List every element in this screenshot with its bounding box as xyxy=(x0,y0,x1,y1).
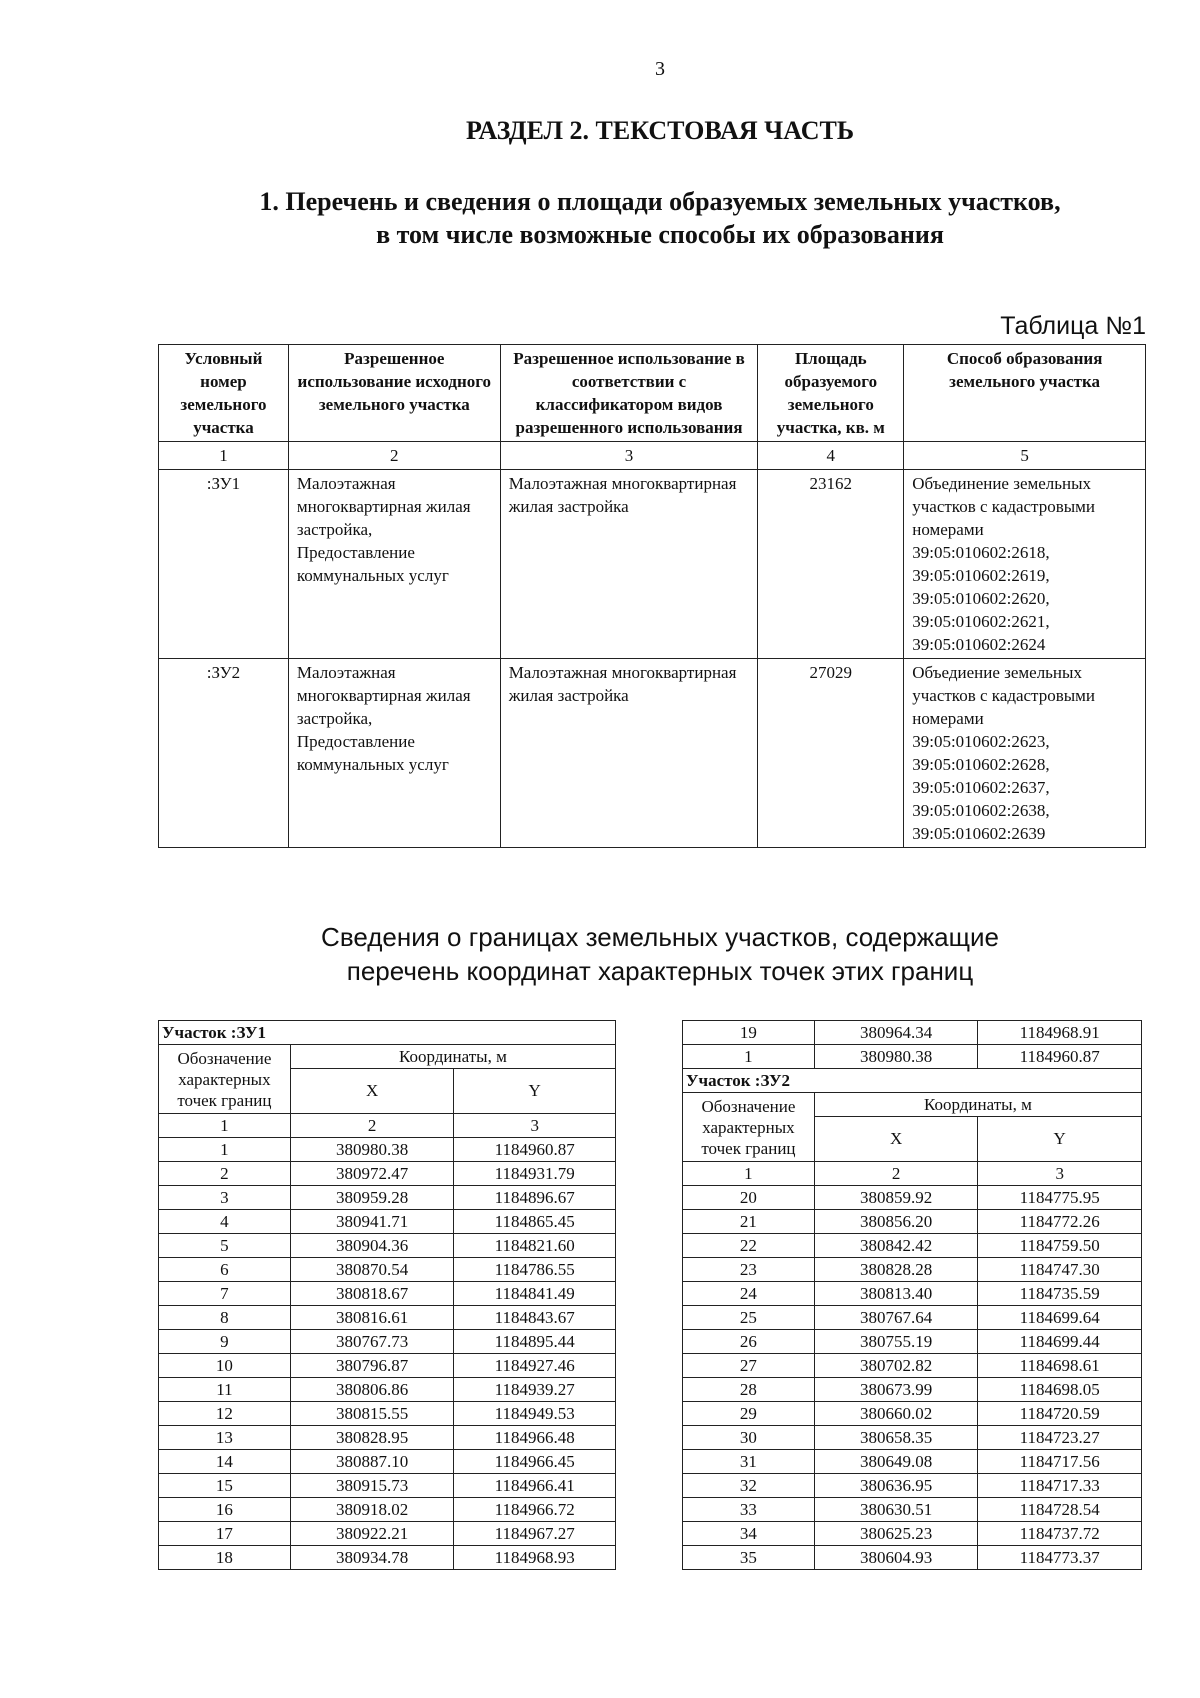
column-number: 3 xyxy=(454,1114,616,1138)
header-coordinates: Координаты, м xyxy=(814,1093,1141,1117)
coord-x: 380959.28 xyxy=(290,1186,454,1210)
coord-x: 380915.73 xyxy=(290,1474,454,1498)
coord-x: 380625.23 xyxy=(814,1522,978,1546)
point-number: 10 xyxy=(159,1354,291,1378)
point-number: 30 xyxy=(683,1426,815,1450)
column-number: 4 xyxy=(758,442,904,470)
point-number: 23 xyxy=(683,1258,815,1282)
coord-y: 1184960.87 xyxy=(978,1045,1142,1069)
point-number: 33 xyxy=(683,1498,815,1522)
plot-area: 27029 xyxy=(758,659,904,848)
point-number: 24 xyxy=(683,1282,815,1306)
coord-y: 1184717.56 xyxy=(978,1450,1142,1474)
coord-x: 380818.67 xyxy=(290,1282,454,1306)
coord-x: 380980.38 xyxy=(290,1138,454,1162)
cadastral-number: 39:05:010602:2637, xyxy=(912,778,1050,797)
point-number: 26 xyxy=(683,1330,815,1354)
coord-x: 380604.93 xyxy=(814,1546,978,1570)
coord-row xyxy=(159,1354,616,1378)
point-number: 25 xyxy=(683,1306,815,1330)
classifier-use: Малоэтажная многоквартирная жилая застройка xyxy=(500,659,758,848)
heading1-line1: 1. Перечень и сведения о площади образуемых земельных участков, xyxy=(259,187,1061,216)
original-use: Малоэтажная многоквартирная жилая застройка, Предоставление коммунальных услуг xyxy=(288,659,500,848)
coord-x: 380636.95 xyxy=(814,1474,978,1498)
coord-row xyxy=(159,1282,616,1306)
header-area: Площадь образуемого земельного участка, кв. м xyxy=(758,345,904,442)
coord-row xyxy=(683,1210,1142,1234)
column-number: 3 xyxy=(978,1162,1142,1186)
coord-row xyxy=(159,1258,616,1282)
coord-number-row xyxy=(683,1162,1142,1186)
point-number: 22 xyxy=(683,1234,815,1258)
point-number: 14 xyxy=(159,1450,291,1474)
coord-x: 380964.34 xyxy=(814,1021,978,1045)
header-x: X xyxy=(814,1117,978,1162)
cadastral-number: 39:05:010602:2628, xyxy=(912,755,1050,774)
coord-row xyxy=(683,1546,1142,1570)
point-number: 17 xyxy=(159,1522,291,1546)
coord-row xyxy=(683,1282,1142,1306)
coord-header-row xyxy=(683,1093,1142,1117)
coord-y: 1184720.59 xyxy=(978,1402,1142,1426)
coord-y: 1184966.45 xyxy=(454,1450,616,1474)
coord-row xyxy=(683,1021,1142,1045)
point-number: 20 xyxy=(683,1186,815,1210)
coord-row xyxy=(683,1402,1142,1426)
header-original-use: Разрешенное использование исходного земельного участка xyxy=(288,345,500,442)
column-number: 2 xyxy=(814,1162,978,1186)
coord-x: 380922.21 xyxy=(290,1522,454,1546)
coord-header-row xyxy=(159,1045,616,1069)
coord-x: 380658.35 xyxy=(814,1426,978,1450)
coordinates-table-left xyxy=(158,1020,616,1570)
coord-y: 1184759.50 xyxy=(978,1234,1142,1258)
cadastral-number: 39:05:010602:2624 xyxy=(912,635,1046,654)
coord-x: 380856.20 xyxy=(814,1210,978,1234)
coordinates-table-right xyxy=(682,1020,1142,1570)
coord-x: 380918.02 xyxy=(290,1498,454,1522)
point-number: 8 xyxy=(159,1306,291,1330)
coord-y: 1184895.44 xyxy=(454,1330,616,1354)
coord-y: 1184698.05 xyxy=(978,1378,1142,1402)
point-number: 6 xyxy=(159,1258,291,1282)
plots-table xyxy=(158,344,1146,848)
coord-y: 1184896.67 xyxy=(454,1186,616,1210)
coord-y: 1184699.44 xyxy=(978,1330,1142,1354)
point-number: 18 xyxy=(159,1546,291,1570)
coord-row xyxy=(683,1378,1142,1402)
heading-boundaries xyxy=(160,920,1160,988)
coord-y: 1184966.48 xyxy=(454,1426,616,1450)
coord-y: 1184773.37 xyxy=(978,1546,1142,1570)
cadastral-number: 39:05:010602:2619, xyxy=(912,566,1050,585)
point-number: 3 xyxy=(159,1186,291,1210)
coord-row xyxy=(159,1210,616,1234)
coord-y: 1184747.30 xyxy=(978,1258,1142,1282)
coord-y: 1184939.27 xyxy=(454,1378,616,1402)
heading-list-of-plots xyxy=(160,185,1160,251)
coord-row xyxy=(683,1234,1142,1258)
coord-row xyxy=(683,1474,1142,1498)
coord-row xyxy=(159,1498,616,1522)
plots-table-row xyxy=(159,659,1146,848)
coord-x: 380660.02 xyxy=(814,1402,978,1426)
coord-y: 1184728.54 xyxy=(978,1498,1142,1522)
coord-x: 380887.10 xyxy=(290,1450,454,1474)
coord-y: 1184968.91 xyxy=(978,1021,1142,1045)
coord-y: 1184786.55 xyxy=(454,1258,616,1282)
point-number: 4 xyxy=(159,1210,291,1234)
plots-table-header xyxy=(159,345,1146,442)
column-number: 2 xyxy=(290,1114,454,1138)
coord-x: 380842.42 xyxy=(814,1234,978,1258)
coord-y: 1184772.26 xyxy=(978,1210,1142,1234)
header-classifier-use: Разрешенное использование в соответствии с классификатором видов разрешенного использования xyxy=(500,345,758,442)
coord-x: 380870.54 xyxy=(290,1258,454,1282)
header-coordinates: Координаты, м xyxy=(290,1045,615,1069)
heading1-line2: в том числе возможные способы их образования xyxy=(376,220,944,249)
point-number: 15 xyxy=(159,1474,291,1498)
coord-x: 380806.86 xyxy=(290,1378,454,1402)
coord-row xyxy=(159,1234,616,1258)
coord-y: 1184737.72 xyxy=(978,1522,1142,1546)
coord-row xyxy=(683,1306,1142,1330)
coord-row xyxy=(159,1402,616,1426)
point-number: 34 xyxy=(683,1522,815,1546)
plot-id: :ЗУ1 xyxy=(159,470,289,659)
point-number: 9 xyxy=(159,1330,291,1354)
plot-area: 23162 xyxy=(758,470,904,659)
coord-y: 1184968.93 xyxy=(454,1546,616,1570)
coord-row xyxy=(159,1450,616,1474)
coord-row xyxy=(683,1354,1142,1378)
point-number: 1 xyxy=(159,1138,291,1162)
point-number: 31 xyxy=(683,1450,815,1474)
column-number: 1 xyxy=(683,1162,815,1186)
coord-row xyxy=(683,1045,1142,1069)
coord-y: 1184966.72 xyxy=(454,1498,616,1522)
header-y: Y xyxy=(978,1117,1142,1162)
plot-id: :ЗУ2 xyxy=(159,659,289,848)
point-number: 19 xyxy=(683,1021,815,1045)
method-text: Объедиение земельных участков с кадастровыми номерами xyxy=(912,663,1096,728)
coord-x: 380755.19 xyxy=(814,1330,978,1354)
coord-y: 1184931.79 xyxy=(454,1162,616,1186)
heading2-line2: перечень координат характерных точек этих границ xyxy=(346,956,974,986)
point-number: 29 xyxy=(683,1402,815,1426)
plot-title-row xyxy=(159,1021,616,1045)
point-number: 28 xyxy=(683,1378,815,1402)
coord-x: 380649.08 xyxy=(814,1450,978,1474)
point-number: 32 xyxy=(683,1474,815,1498)
coord-row xyxy=(159,1426,616,1450)
coord-y: 1184949.53 xyxy=(454,1402,616,1426)
coord-row xyxy=(159,1186,616,1210)
coord-y: 1184735.59 xyxy=(978,1282,1142,1306)
point-number: 16 xyxy=(159,1498,291,1522)
original-use: Малоэтажная многоквартирная жилая застройка, Предоставление коммунальных услуг xyxy=(288,470,500,659)
coord-x: 380702.82 xyxy=(814,1354,978,1378)
coord-x: 380767.73 xyxy=(290,1330,454,1354)
table-caption: Таблица №1 xyxy=(1000,312,1146,340)
plot-title: Участок :ЗУ1 xyxy=(159,1021,616,1045)
coord-x: 380828.95 xyxy=(290,1426,454,1450)
cadastral-number: 39:05:010602:2639 xyxy=(912,824,1046,843)
coord-x: 380815.55 xyxy=(290,1402,454,1426)
point-number: 12 xyxy=(159,1402,291,1426)
coord-x: 380813.40 xyxy=(814,1282,978,1306)
coord-x: 380630.51 xyxy=(814,1498,978,1522)
coord-row xyxy=(683,1258,1142,1282)
column-number: 1 xyxy=(159,442,289,470)
coord-y: 1184841.49 xyxy=(454,1282,616,1306)
coord-y: 1184865.45 xyxy=(454,1210,616,1234)
column-number: 2 xyxy=(288,442,500,470)
coord-y: 1184967.27 xyxy=(454,1522,616,1546)
coord-y: 1184927.46 xyxy=(454,1354,616,1378)
point-number: 2 xyxy=(159,1162,291,1186)
point-number: 35 xyxy=(683,1546,815,1570)
coord-y: 1184843.67 xyxy=(454,1306,616,1330)
header-points-label: Обозначение характерных точек границ xyxy=(159,1045,291,1114)
coord-x: 380972.47 xyxy=(290,1162,454,1186)
coord-x: 380941.71 xyxy=(290,1210,454,1234)
coord-row xyxy=(159,1330,616,1354)
coord-x: 380767.64 xyxy=(814,1306,978,1330)
point-number: 1 xyxy=(683,1045,815,1069)
classifier-use: Малоэтажная многоквартирная жилая застройка xyxy=(500,470,758,659)
column-number: 1 xyxy=(159,1114,291,1138)
coord-x: 380859.92 xyxy=(814,1186,978,1210)
coord-y: 1184698.61 xyxy=(978,1354,1142,1378)
coord-row xyxy=(683,1186,1142,1210)
coord-x: 380816.61 xyxy=(290,1306,454,1330)
plot-title: Участок :ЗУ2 xyxy=(683,1069,1142,1093)
plots-table-column-numbers xyxy=(159,442,1146,470)
column-number: 3 xyxy=(500,442,758,470)
formation-method xyxy=(904,659,1146,848)
point-number: 7 xyxy=(159,1282,291,1306)
coord-x: 380673.99 xyxy=(814,1378,978,1402)
coord-row xyxy=(159,1474,616,1498)
coord-row xyxy=(683,1330,1142,1354)
cadastral-number: 39:05:010602:2623, xyxy=(912,732,1050,751)
coord-x: 380904.36 xyxy=(290,1234,454,1258)
coord-y: 1184821.60 xyxy=(454,1234,616,1258)
header-formation-method: Способ образования земельного участка xyxy=(904,345,1146,442)
coord-x: 380980.38 xyxy=(814,1045,978,1069)
section-title: РАЗДЕЛ 2. ТЕКСТОВАЯ ЧАСТЬ xyxy=(465,116,855,145)
coord-x: 380796.87 xyxy=(290,1354,454,1378)
coord-number-row xyxy=(159,1114,616,1138)
point-number: 27 xyxy=(683,1354,815,1378)
coord-row xyxy=(159,1522,616,1546)
coord-row xyxy=(159,1306,616,1330)
coord-y: 1184699.64 xyxy=(978,1306,1142,1330)
coord-row xyxy=(159,1378,616,1402)
cadastral-number: 39:05:010602:2618, xyxy=(912,543,1050,562)
cadastral-number: 39:05:010602:2638, xyxy=(912,801,1050,820)
plots-table-row xyxy=(159,470,1146,659)
cadastral-number: 39:05:010602:2621, xyxy=(912,612,1050,631)
coord-row xyxy=(683,1522,1142,1546)
point-number: 5 xyxy=(159,1234,291,1258)
point-number: 13 xyxy=(159,1426,291,1450)
coord-x: 380828.28 xyxy=(814,1258,978,1282)
coord-y: 1184966.41 xyxy=(454,1474,616,1498)
coord-x: 380934.78 xyxy=(290,1546,454,1570)
point-number: 11 xyxy=(159,1378,291,1402)
coord-row xyxy=(683,1426,1142,1450)
formation-method xyxy=(904,470,1146,659)
plot-title-row xyxy=(683,1069,1142,1093)
coord-y: 1184717.33 xyxy=(978,1474,1142,1498)
point-number: 21 xyxy=(683,1210,815,1234)
coord-row xyxy=(159,1138,616,1162)
header-y: Y xyxy=(454,1069,616,1114)
coord-row xyxy=(159,1162,616,1186)
coord-row xyxy=(683,1450,1142,1474)
heading2-line1: Сведения о границах земельных участков, содержащие xyxy=(321,922,999,952)
coord-row xyxy=(159,1546,616,1570)
method-text: Объединение земельных участков с кадастровыми номерами xyxy=(912,474,1096,539)
coord-y: 1184723.27 xyxy=(978,1426,1142,1450)
column-number: 5 xyxy=(904,442,1146,470)
page-number: 3 xyxy=(655,58,665,80)
coord-row xyxy=(683,1498,1142,1522)
header-x: X xyxy=(290,1069,454,1114)
cadastral-number: 39:05:010602:2620, xyxy=(912,589,1050,608)
header-points-label: Обозначение характерных точек границ xyxy=(683,1093,815,1162)
header-plot-number: Условный номер земельного участка xyxy=(159,345,289,442)
coord-y: 1184775.95 xyxy=(978,1186,1142,1210)
coord-y: 1184960.87 xyxy=(454,1138,616,1162)
